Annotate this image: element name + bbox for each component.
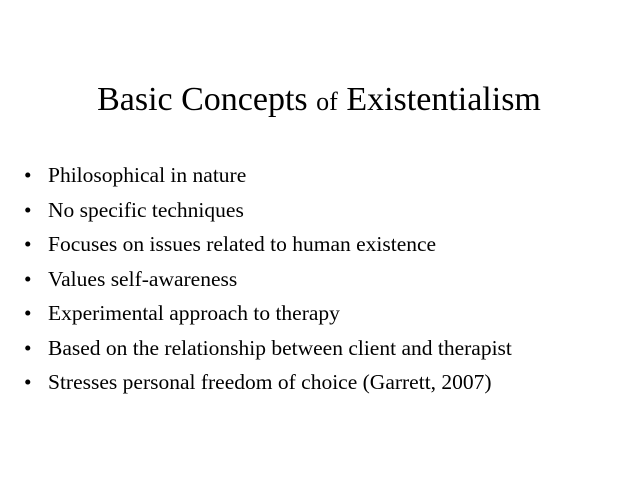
bullet-text: Focuses on issues related to human existence — [48, 232, 437, 256]
list-item — [22, 262, 632, 297]
bullet-text: No specific techniques — [48, 197, 244, 222]
bullet-icon: • — [24, 197, 32, 222]
list-item — [22, 296, 632, 331]
bullet-text: Values self-awareness — [48, 266, 238, 291]
bullet-text: Based on the relationship between client and therapist — [48, 335, 512, 360]
bullet-icon: • — [24, 163, 32, 187]
bullet-icon: • — [24, 266, 32, 291]
bullet-text: Stresses personal freedom of choice (Garrett, 2007) — [48, 370, 492, 394]
slide-title — [0, 78, 638, 124]
title-part-2: of — [316, 87, 338, 116]
list-item — [22, 193, 632, 228]
list-item — [22, 227, 632, 262]
title-part-1: Basic Concepts — [97, 81, 308, 118]
bullet-icon: • — [24, 301, 32, 325]
bullet-text: Experimental approach to therapy — [48, 301, 340, 325]
list-item — [22, 331, 632, 366]
bullet-icon: • — [24, 370, 32, 394]
bullet-list — [22, 158, 632, 400]
bullet-text: Philosophical in nature — [48, 163, 247, 187]
title-part-3: Existentialism — [346, 81, 541, 118]
list-item — [22, 158, 632, 193]
bullet-icon: • — [24, 335, 32, 360]
bullet-icon: • — [24, 232, 32, 256]
list-item — [22, 365, 632, 400]
